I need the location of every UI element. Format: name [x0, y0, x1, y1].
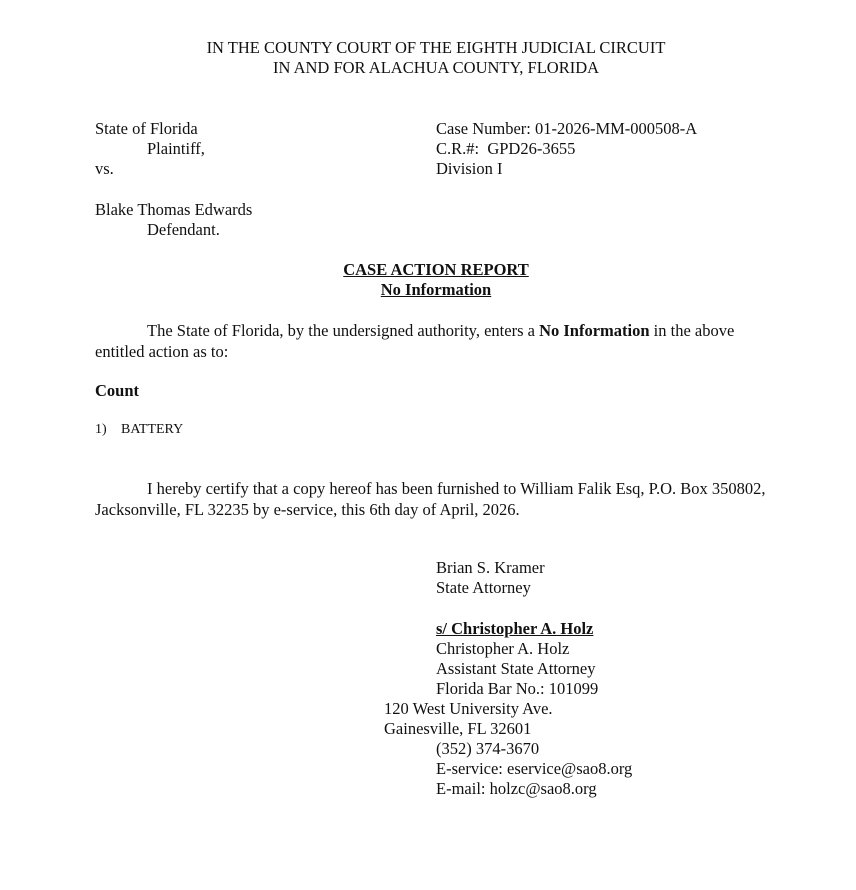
plaintiff-role: Plaintiff,	[147, 139, 205, 158]
defendant-role: Defendant.	[147, 220, 220, 239]
defendant-name: Blake Thomas Edwards	[95, 200, 253, 219]
count-heading: Count	[95, 381, 140, 400]
case-number: Case Number: 01-2026-MM-000508-A	[436, 119, 698, 138]
court-heading-line-2: IN AND FOR ALACHUA COUNTY, FLORIDA	[272, 58, 600, 77]
count-item-number: 1)	[95, 422, 107, 437]
plaintiff-name: State of Florida	[95, 119, 198, 138]
intro-paragraph	[95, 320, 785, 362]
court-heading-line-1: IN THE COUNTY COURT OF THE EIGHTH JUDICIAL CIRCUIT	[206, 38, 666, 57]
signer-email: E-mail: holzc@sao8.org	[436, 779, 597, 798]
office-address-line-2: Gainesville, FL 32601	[384, 719, 532, 738]
signer-title: Assistant State Attorney	[436, 659, 596, 678]
office-address-line-1: 120 West University Ave.	[384, 699, 553, 718]
cr-number: C.R.#: GPD26-3655	[436, 139, 576, 158]
intro-text-before: The State of Florida, by the undersigned authority, enters a	[147, 321, 540, 340]
office-phone: (352) 374-3670	[436, 739, 540, 758]
signer-name: Christopher A. Holz	[436, 639, 570, 658]
state-attorney-title: State Attorney	[436, 578, 531, 597]
signer-bar-number: Florida Bar No.: 101099	[436, 679, 599, 698]
division: Division I	[436, 159, 503, 178]
eservice-email: E-service: eservice@sao8.org	[436, 759, 633, 778]
state-attorney-name: Brian S. Kramer	[436, 558, 545, 577]
report-title: CASE ACTION REPORT	[343, 260, 529, 279]
count-item-charge: BATTERY	[121, 422, 184, 437]
intro-text-bold: No Information	[539, 321, 650, 340]
versus-label: vs.	[95, 159, 114, 178]
electronic-signature: s/ Christopher A. Holz	[436, 619, 594, 638]
report-subtitle: No Information	[380, 280, 492, 299]
certificate-paragraph: I hereby certify that a copy hereof has been furnished to William Falik Esq, P.O. Box 350802, Jacksonville, FL 32235 by e-service, this 6th day of April, 2026.	[95, 479, 766, 519]
intro-text-after: in the above entitled action as to:	[95, 321, 735, 361]
